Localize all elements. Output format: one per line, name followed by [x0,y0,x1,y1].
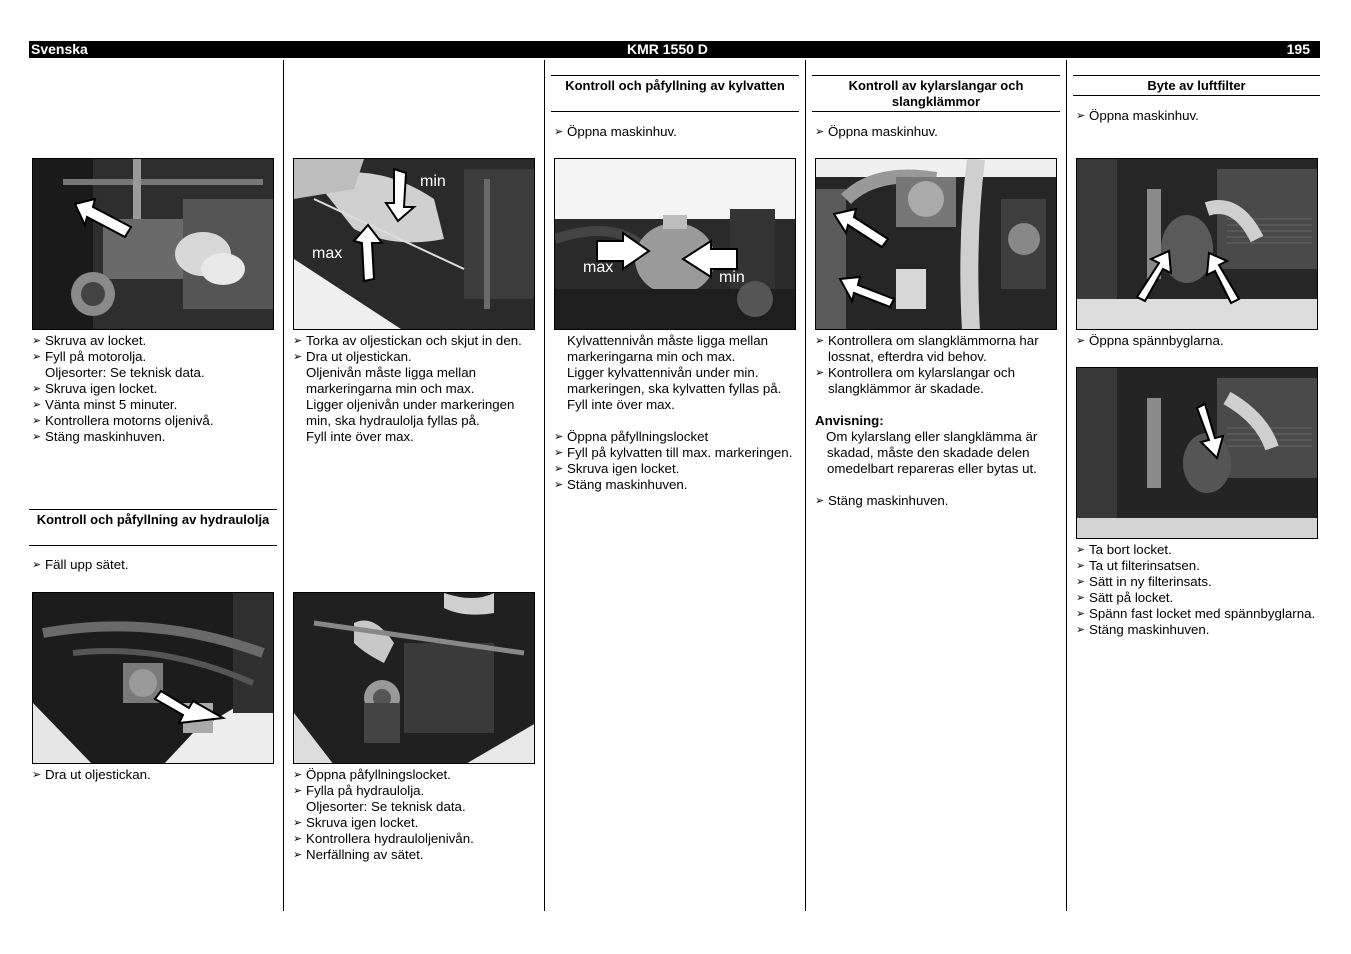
list-item: ➢ Skruva igen locket. [293,815,541,831]
photo-air-filter-clips [1076,158,1318,330]
photo-air-filter-cover [1076,367,1318,539]
section-title-radiator-hoses: Kontroll av kylarslangar och slangklämmor [812,75,1060,112]
col3-steps [554,333,802,493]
list-item: ➢ Nerfällning av sätet. [293,847,541,863]
list-item: ➢ Dra ut oljestickan. [293,349,541,365]
list-item: Ligger oljenivån under markeringen min, ska hydraulolja fyllas på. [306,397,515,428]
column-divider [544,60,545,911]
list-item: ➢ Öppna maskinhuv. [554,124,802,140]
list-item: ➢ Skruva av locket. [32,333,282,349]
col2-steps-b [293,767,541,863]
list-item: ➢ Torka av oljestickan och skjut in den. [293,333,541,349]
col2-steps-a [293,333,541,445]
list-item: Oljesorter: Se teknisk data. [306,799,466,814]
photo-label-max: max [312,245,343,262]
list-item: ➢ Öppna spännbyglarna. [1076,333,1324,349]
col3-section [551,75,799,112]
section-title-coolant: Kontroll och påfyllning av kylvatten [551,75,799,112]
note-title: Anvisning: [815,413,884,428]
col4-section [812,75,1060,112]
col5-step-clips [1076,333,1324,349]
col1-step-b [32,557,282,573]
col1-section [29,509,277,546]
header-language: Svenska [31,41,88,57]
column-divider [283,60,284,911]
list-item: ➢ Vänta minst 5 minuter. [32,397,282,413]
list-item: ➢ Fäll upp sätet. [32,557,282,573]
list-item: ➢ Fyll på motorolja. [32,349,282,365]
col1-step-c [32,767,282,783]
list-item: Fyll inte över max. [567,397,675,412]
list-item: ➢ Stäng maskinhuven. [32,429,282,445]
list-item: ➢ Ta ut filterinsatsen. [1076,558,1324,574]
list-item: ➢ Kontrollera hydrauloljenivån. [293,831,541,847]
photo-hydraulic-filler-cap [293,592,535,764]
col3-step-open [554,124,802,140]
photo-engine-oil-cap [32,158,274,330]
list-item: Oljenivån måste ligga mellan markeringarna min och max. [306,365,476,396]
photo-coolant-tank-min-max [554,158,796,330]
list-item: ➢ Sätt på locket. [1076,590,1324,606]
photo-label-max: max [583,259,614,276]
list-item: Fyll inte över max. [306,429,414,444]
list-item: ➢ Öppna maskinhuv. [1076,108,1324,124]
list-item: ➢ Skruva igen locket. [554,461,802,477]
list-item: ➢ Fyll på kylvatten till max. markeringen. [554,445,802,461]
list-item: ➢ Dra ut oljestickan. [32,767,282,783]
column-divider [805,60,806,911]
list-item [554,413,802,429]
list-item: ➢ Kontrollera om kylarslangar och slangklämmor är skadade. [815,365,1063,397]
list-item: ➢ Stäng maskinhuven. [1076,622,1324,638]
photo-radiator-hoses [815,158,1057,330]
list-item: ➢ Stäng maskinhuven. [815,493,1063,509]
list-item: ➢ Öppna maskinhuv. [815,124,1063,140]
col5-section [1073,75,1320,96]
list-item: Ligger kylvattennivån under min. markeringen, ska kylvatten fyllas på. [567,365,782,396]
list-item: ➢ Stäng maskinhuven. [554,477,802,493]
page-header [29,41,1320,58]
photo-hydraulic-dipstick [32,592,274,764]
list-item: ➢ Öppna påfyllningslocket [554,429,802,445]
list-item: ➢ Fylla på hydraulolja. [293,783,541,799]
header-page-number: 195 [1286,41,1310,57]
list-item: ➢ Skruva igen locket. [32,381,282,397]
list-item: ➢ Öppna påfyllningslocket. [293,767,541,783]
col5-step-open [1076,108,1324,124]
list-item: ➢ Kontrollera om slangklämmorna har lossnat, efterdra vid behov. [815,333,1063,365]
section-title-hydraulic-oil: Kontroll och påfyllning av hydraulolja [29,509,277,546]
note-text: Om kylarslang eller slangklämma är skadad, måste den skadade delen omedelbart repareras eller bytas ut. [826,429,1038,476]
list-item: Oljesorter: Se teknisk data. [45,365,205,380]
list-item: ➢ Ta bort locket. [1076,542,1324,558]
list-item: ➢ Sätt in ny filterinsats. [1076,574,1324,590]
column-divider [1066,60,1067,911]
list-item: Kylvattennivån måste ligga mellan markeringarna min och max. [567,333,769,364]
header-model: KMR 1550 D [627,41,708,57]
list-item: ➢ Spänn fast locket med spännbyglarna. [1076,606,1324,622]
section-title-air-filter: Byte av luftfilter [1073,75,1320,96]
col4-steps [815,333,1063,509]
photo-dipstick-min-max [293,158,535,330]
photo-label-min: min [719,269,745,286]
col5-steps [1076,542,1324,638]
col1-steps-a [32,333,282,445]
list-item: ➢ Kontrollera motorns oljenivå. [32,413,282,429]
photo-label-min: min [420,173,446,190]
col4-step-open [815,124,1063,140]
